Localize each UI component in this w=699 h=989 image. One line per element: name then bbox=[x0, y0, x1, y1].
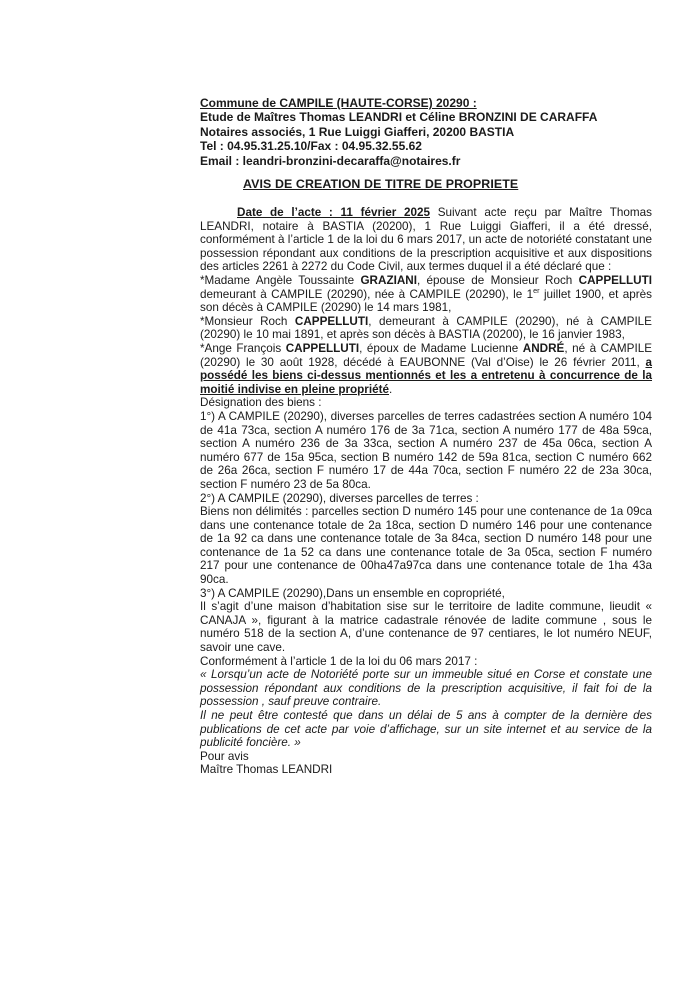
paragraph-graziani bbox=[200, 274, 652, 315]
paragraph-roch-cappelluti bbox=[200, 315, 652, 342]
document-body bbox=[200, 206, 652, 777]
text-segment: . bbox=[389, 382, 393, 396]
text-segment: Il ne peut être contesté que dans un délai de 5 ans à compter de la dernière des publications de cet acte par voie d’affichage, sur un site internet et au service de la publicité foncière. » bbox=[200, 709, 652, 750]
paragraph-citation-loi-1 bbox=[200, 668, 652, 709]
document-content bbox=[200, 96, 652, 777]
paragraph-ange-cappelluti bbox=[200, 342, 652, 396]
text-segment: , époux de Madame Lucienne bbox=[359, 341, 523, 355]
paragraph-designation-biens bbox=[200, 396, 652, 410]
text-segment: Conformément à l’article 1 de la loi du 06 mars 2017 : bbox=[200, 654, 478, 668]
office-phone-line: Tel : 04.95.31.25.10/Fax : 04.95.32.55.62 bbox=[200, 139, 422, 154]
text-segment: 3°) A CAMPILE (20290),Dans un ensemble en copropriété, bbox=[200, 586, 505, 600]
text-segment: Maître Thomas LEANDRI bbox=[200, 763, 333, 777]
paragraph-copropriete-3 bbox=[200, 587, 652, 601]
office-email-line: Email : leandri-bronzini-decaraffa@notaires.fr bbox=[200, 153, 461, 168]
text-segment: Pour avis bbox=[200, 749, 249, 763]
text-segment: GRAZIANI bbox=[360, 274, 417, 287]
text-segment: CAPPELLUTI bbox=[285, 341, 360, 355]
text-segment: CAPPELLUTI bbox=[294, 314, 369, 328]
document-title bbox=[200, 177, 652, 191]
paragraph-conformement-loi bbox=[200, 655, 652, 669]
document-title-text: AVIS DE CREATION DE TITRE DE PROPRIETE bbox=[243, 177, 519, 192]
text-segment: , épouse de Monsieur Roch bbox=[416, 274, 579, 287]
text-segment: « Lorsqu’un acte de Notoriété porte sur un immeuble situé en Corse et constate une possession répondant aux conditions de la prescription acquisitive, il fait foi de la possession , sauf preuve contraire. bbox=[200, 668, 652, 709]
text-segment: er bbox=[533, 285, 540, 295]
text-segment: , demeurant à CAMPILE (20290), né à CAMPILE (20290) le 10 mai 1891, et après son décès à BASTIA (20200), le 16 janvier 1983, bbox=[200, 314, 652, 342]
paragraph-pour-avis bbox=[200, 750, 652, 764]
text-segment: Suivant acte reçu par Maître Thomas LEANDRI, notaire à BASTIA (20200), 1 Rue Luiggi Giafferi, il a été dressé, conformément à l’article 1 de la loi du 6 mars 2017, un acte de notoriété constatant une possession répondant aux conditions de la prescription acquisitive et aux dispositions des articles 2261 à 2272 du Code Civil, aux termes duquel il a été déclaré que : bbox=[200, 206, 652, 274]
commune-text: Commune de CAMPILE (HAUTE-CORSE) 20290 : bbox=[200, 96, 477, 110]
text-segment: 1°) A CAMPILE (20290), diverses parcelles de terres cadastrées section A numéro 104 de 41a 73ca, section A numéro 176 de 3a 71ca, section A numéro 177 de 48a 59ca, section A numéro 236 de 3a 33ca, section A numéro 237 de 45a 06ca, section A numéro 677 de 15a 95ca, section B numéro 142 de 59a 81ca, section C numéro 662 de 26a 26ca, section F numéro 17 de 44a 70ca, section F numéro 22 de 23a 30ca, section F numéro 23 de 5a 80ca. bbox=[200, 409, 652, 491]
paragraph-citation-loi-2 bbox=[200, 709, 652, 750]
commune-line bbox=[200, 96, 652, 110]
text-segment: Biens non délimités : parcelles section D numéro 145 pour une contenance de 1a 09ca dans une contenance totale de 2a 18ca, section D numéro 146 pour une contenance de 1a 92 ca dans une contenance totale de 3a 84ca, section D numéro 148 pour une contenance de 1a 52 ca dans une contenance totale de 3a 05ca, section F numéro 217 pour une contenance de 00ha47a97ca dans une contenance totale de 1ha 43a 90ca. bbox=[200, 505, 652, 587]
text-segment: Date de l’acte : 11 février 2025 bbox=[237, 206, 430, 220]
office-name-line: Etude de Maîtres Thomas LEANDRI et Céline BRONZINI DE CARAFFA bbox=[200, 110, 598, 125]
text-segment: *Madame Angèle Toussainte bbox=[200, 274, 361, 287]
paragraph-maison-canaja bbox=[200, 600, 652, 654]
paragraph-date-acte bbox=[200, 206, 652, 274]
text-segment: *Monsieur Roch bbox=[200, 314, 295, 328]
text-segment: Il s’agit d’une maison d’habitation sise sur le territoire de ladite commune, lieudit « CANAJA », figurant à la matrice cadastrale rénovée de ladite commune , sous le numéro 518 de la section A, d’une contenance de 97 centiares, le lot numéro NEUF, savoir une cave. bbox=[200, 600, 652, 655]
paragraph-parcelles-1 bbox=[200, 410, 652, 492]
text-segment: *Ange François bbox=[200, 341, 286, 355]
paragraph-parcelles-2 bbox=[200, 492, 652, 506]
text-segment: CAPPELLUTI bbox=[578, 274, 653, 287]
office-address-line: Notaires associés, 1 Rue Luiggi Giafferi, 20200 BASTIA bbox=[200, 124, 515, 139]
text-segment: a possédé les biens ci-dessus mentionnés et les a entretenu à concurrence de la moitié indivise en pleine propriété bbox=[200, 355, 652, 396]
paragraph-biens-non-delimites bbox=[200, 505, 652, 587]
text-segment: 2°) A CAMPILE (20290), diverses parcelles de terres : bbox=[200, 491, 479, 505]
text-segment: Désignation des biens : bbox=[200, 396, 322, 410]
text-segment: juillet 1900, et après son décès à CAMPILE (20290) le 14 mars 1981, bbox=[200, 287, 652, 315]
text-segment: demeurant à CAMPILE (20290), née à CAMPILE (20290), le 1 bbox=[200, 287, 534, 301]
notary-office-header bbox=[200, 96, 652, 168]
text-segment: ANDRÉ bbox=[522, 341, 565, 355]
paragraph-signature bbox=[200, 763, 652, 777]
text-segment: , né à CAMPILE (20290) le 30 août 1928, décédé à EAUBONNE (Val d’Oise) le 26 février 2011, bbox=[200, 341, 652, 369]
